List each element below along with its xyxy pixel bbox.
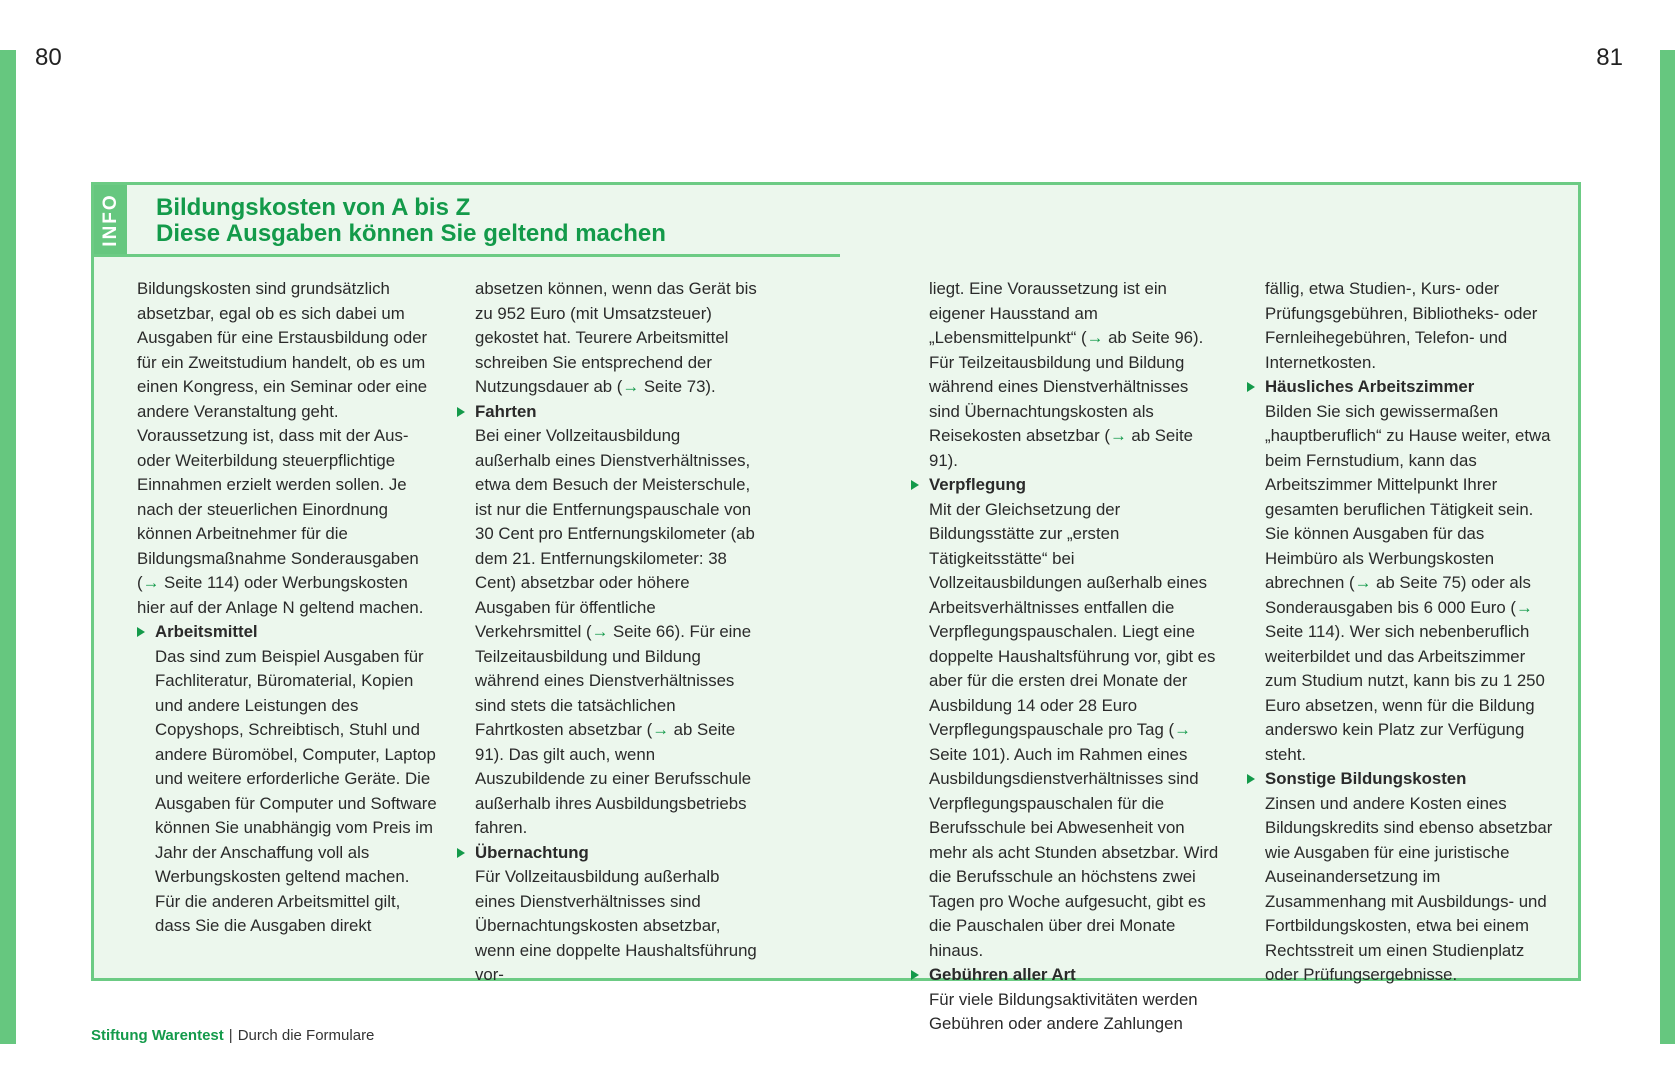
title-line-1: Bildungskosten von A bis Z <box>156 194 471 221</box>
footer-separator: | <box>228 1027 233 1044</box>
list-item-verpflegung: Verpflegung Mit der Gleichsetzung der Bildungsstätte zur „ersten Tätigkeitsstätte“ bei Vollzeitausbildungen außerhalb eines Arbeitsverhältnisses entfallen die Verpflegungspauschalen. Liegt eine doppelte Haushaltsführung vor, gibt es aber für die ersten drei Monate der Ausbildung 14 oder 28 Euro Verpflegungspauschale pro Tag (→ Seite 101). Auch im Rahmen eines Ausbildungsdienstverhältnisses sind Verpflegungspauschalen für die Berufsschule bei Abwesenheit von mehr als acht Stunden absetzbar. Wird die Berufsschule an höchstens zwei Tagen pro Woche aufgesucht, gibt es die Pauschalen über drei Monate hinaus. <box>911 473 1221 963</box>
intro-paragraph: Bildungskosten sind grundsätzlich absetzbar, egal ob es sich dabei um Ausgaben für eine Erstausbildung oder für ein Zweitstudium handelt, ob es um einen Kongress, ein Seminar oder eine andere Veranstaltung geht. Voraussetzung ist, dass mit der Aus- oder Weiterbildung steuerpflichtige Einnahmen erzielt werden sollen. Je nach der steuerlichen Einordnung können Arbeitnehmer für die Bildungsmaßnahme Sonderausgaben (→ Seite 114) oder Werbungskosten hier auf der Anlage N geltend machen. <box>137 279 428 617</box>
item-heading: Sonstige Bildungskosten <box>1265 769 1467 788</box>
info-title <box>156 195 666 247</box>
title-underline <box>94 254 840 257</box>
triangle-bullet-icon <box>137 627 145 637</box>
item-heading: Verpflegung <box>929 475 1026 494</box>
list-item-continuation: absetzen können, wenn das Gerät bis zu 952 Euro (mit Umsatzsteuer) gekostet hat. Teurere Arbeitsmittel schreiben Sie entsprechend der Nutzungsdauer ab (→ Seite 73). <box>475 279 757 396</box>
triangle-bullet-icon <box>911 480 919 490</box>
triangle-bullet-icon <box>457 848 465 858</box>
item-heading: Gebühren aller Art <box>929 965 1076 984</box>
info-tab-label: INFO <box>99 193 121 247</box>
info-box <box>91 182 1581 1033</box>
item-text: Zinsen und andere Kosten eines Bildungskredits sind ebenso absetzbar wie Ausgaben für eine juristische Auseinandersetzung im Zusammenhang mit Ausbildungs- und Fortbildungskosten, etwa bei einem Rechtsstreit um einen Studienplatz oder Prüfungsergebnisse. <box>1265 793 1553 984</box>
arrow-right-icon: → <box>142 573 160 592</box>
arrow-right-icon: → <box>1174 720 1191 739</box>
list-item-continuation: fällig, etwa Studien-, Kurs- oder Prüfungsgebühren, Bibliotheks- oder Fernleihegebühren, Telefon- und Internetkosten. <box>1265 279 1538 372</box>
item-heading: Übernachtung <box>475 842 589 862</box>
item-text: Das sind zum Beispiel Ausgaben für Fachliteratur, Büromaterial, Kopien und andere Leistungen des Copyshops, Schreibtisch, Stuhl und andere Büromöbel, Computer, Laptop und weitere erforderliche Geräte. Die Ausgaben für Computer und Software können Sie unabhängig vom Preis im Jahr der Anschaffung voll als Werbungskosten geltend machen. Für die anderen Arbeitsmittel gilt, dass Sie die Ausgaben direkt <box>155 646 437 935</box>
arrow-right-icon: → <box>652 720 670 739</box>
item-heading: Arbeitsmittel <box>155 622 258 641</box>
page-number-left: 80 <box>35 44 62 71</box>
info-tab <box>94 185 127 255</box>
footer-brand: Stiftung Warentest <box>91 1027 224 1044</box>
arrow-right-icon: → <box>591 622 609 641</box>
list-item-gebuehren <box>911 963 1221 1037</box>
triangle-bullet-icon <box>457 407 465 417</box>
footer-book-title: Durch die Formulare <box>237 1027 375 1044</box>
page-number-right: 81 <box>1596 44 1623 71</box>
item-text: Für Vollzeitausbildung außerhalb eines Dienstverhältnisses sind Übernachtungskosten absetzbar, wenn eine doppelte Haushaltsführung vor- <box>475 867 757 984</box>
list-item-uebernachtung <box>457 841 757 988</box>
column-2 <box>457 277 757 988</box>
item-heading: Häusliches Arbeitszimmer <box>1265 377 1475 396</box>
list-item-fahrten: Fahrten Bei einer Vollzeitausbildung außerhalb eines Dienstverhältnisses, etwa dem Besuch der Meisterschule, ist nur die Entfernungspauschale von 30 Cent pro Entfernungskilometer (ab dem 21. Entfernungskilometer: 38 Cent) absetzbar oder höhere Ausgaben für öffentliche Verkehrsmittel (→ Seite 66). Für eine Teilzeitausbildung und Bildung während eines Dienstverhältnisses sind stets die tatsächlichen Fahrtkosten absetzbar (→ ab Seite 91). Das gilt auch, wenn Auszubildende zu einer Berufsschule außerhalb ihres Ausbildungsbetriebs fahren. <box>457 400 757 841</box>
arrow-right-icon: → <box>1109 426 1127 445</box>
footer <box>91 1027 374 1044</box>
list-item-continuation: liegt. Eine Voraussetzung ist ein eigener Hausstand am „Lebensmittelpunkt“ (→ ab Seite 96). Für Teilzeitausbildung und Bildung während eines Dienstverhältnisses sind Übernachtungskosten als Reisekosten absetzbar (→ ab Seite 91). <box>929 279 1204 470</box>
title-line-2: Diese Ausgaben können Sie geltend machen <box>156 220 666 247</box>
list-item-arbeitszimmer: Häusliches Arbeitszimmer Bilden Sie sich gewissermaßen „hauptberuflich“ zu Hause weiter, etwa beim Fernstudium, kann das Arbeitszimmer Mittelpunkt Ihrer gesamten beruflichen Tätigkeit sein. Sie können Ausgaben für das Heimbüro als Werbungskosten abrechnen (→ ab Seite 75) oder als Sonderausgaben bis 6 000 Euro (→ Seite 114). Wer sich nebenberuflich weiterbildet und das Arbeitszimmer zum Studium nutzt, kann bis zu 1 250 Euro absetzen, wenn für die Bildung anderswo kein Platz zur Verfügung steht. <box>1247 375 1557 767</box>
triangle-bullet-icon <box>911 970 919 980</box>
item-heading: Fahrten <box>475 401 537 421</box>
triangle-bullet-icon <box>1247 774 1255 784</box>
list-item-arbeitsmittel <box>137 620 437 939</box>
column-1 <box>137 277 437 939</box>
list-item-sonstige <box>1247 767 1557 988</box>
item-text: Für viele Bildungsaktivitäten werden Gebühren oder andere Zahlungen <box>929 989 1198 1033</box>
arrow-right-icon: → <box>622 377 640 396</box>
arrow-right-icon: → <box>1354 573 1372 592</box>
right-edge-bar <box>1660 50 1675 1044</box>
left-edge-bar <box>0 50 16 1044</box>
column-4 <box>1247 277 1557 988</box>
triangle-bullet-icon <box>1247 382 1255 392</box>
arrow-right-icon: → <box>1515 597 1533 617</box>
column-3 <box>911 277 1221 1037</box>
arrow-right-icon: → <box>1086 328 1104 347</box>
